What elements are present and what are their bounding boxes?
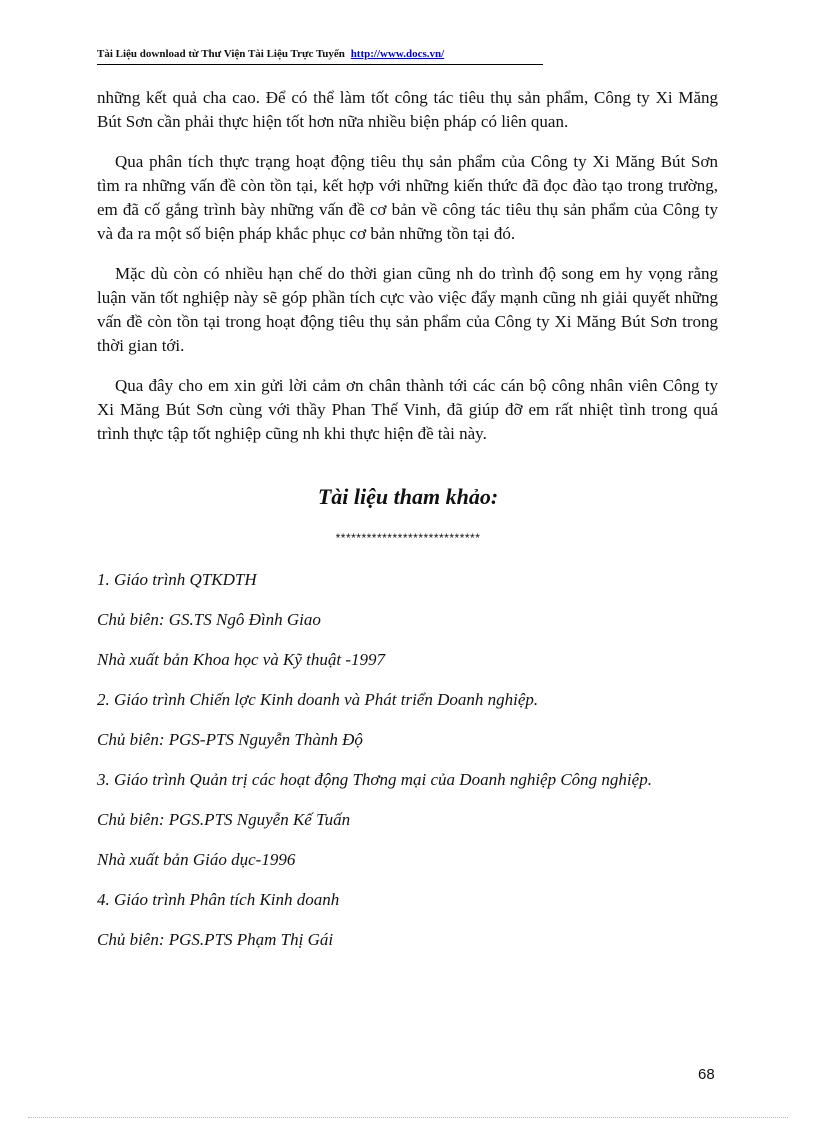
body-text [97,86,718,462]
footer-divider [28,1117,788,1118]
paragraph-3: Mặc dù còn có nhiều hạn chế do thời gian cũng nh do trình độ song em hy vọng rằng luận văn tốt nghiệp này sẽ góp phần tích cực vào việc đẩy mạnh cũng nh giải quyết những vấn đề còn tồn tại trong hoạt động tiêu thụ sản phẩm của Công ty Xi Măng Bút Sơn trong thời gian tới. [97,264,718,355]
page-header [97,48,444,60]
reference-line: Nhà xuất bản Khoa học và Kỹ thuật -1997 [97,650,386,669]
header-divider [97,64,543,65]
reference-line: 1. Giáo trình QTKDTH [97,570,257,589]
paragraph-1: những kết quả cha cao. Để có thể làm tốt công tác tiêu thụ sản phẩm, Công ty Xi Măng Bút Sơn cần phải thực hiện tốt hơn nữa nhiều biện pháp có liên quan. [97,88,718,131]
reference-line: Nhà xuất bản Giáo dục-1996 [97,850,296,869]
references-list [97,568,718,968]
reference-line: 2. Giáo trình Chiến lợc Kinh doanh và Phát triển Doanh nghiệp. [97,690,539,709]
paragraph-2: Qua phân tích thực trạng hoạt động tiêu thụ sản phẩm của Công ty Xi Măng Bút Sơn tìm ra những vấn đề còn tồn tại, kết hợp với những kiến thức đã đọc đào tạo trong trường, em đã cố gắng trình bày những vấn đề cơ bản về công tác tiêu thụ sản phẩm của Công ty và đa ra một số biện pháp khắc phục cơ bản những tồn tại đó. [97,152,718,243]
reference-line: Chủ biên: PGS.PTS Nguyễn Kế Tuấn [97,810,351,829]
reference-line: 3. Giáo trình Quản trị các hoạt động Thơng mại của Doanh nghiệp Công nghiệp. [97,770,652,789]
references-separator: **************************** [335,531,481,545]
header-link[interactable]: http://www.docs.vn/ [350,48,445,60]
reference-line: Chủ biên: PGS.PTS Phạm Thị Gái [97,930,334,949]
reference-line: 4. Giáo trình Phân tích Kinh doanh [97,890,340,909]
page-number: 68 [698,1066,715,1083]
paragraph-4: Qua đây cho em xin gửi lời cảm ơn chân thành tới các cán bộ công nhân viên Công ty Xi Măng Bút Sơn cùng với thầy Phan Thế Vinh, đã giúp đỡ em rất nhiệt tình trong quá trình thực tập tốt nghiệp cũng nh khi thực hiện đề tài này. [97,376,718,443]
reference-line: Chủ biên: GS.TS Ngô Đình Giao [97,610,321,629]
references-title: Tài liệu tham khảo: [317,484,499,509]
reference-line: Chủ biên: PGS-PTS Nguyễn Thành Độ [97,730,363,749]
header-text: Tài Liệu download từ Thư Viện Tài Liệu Trực Tuyến [97,48,345,60]
